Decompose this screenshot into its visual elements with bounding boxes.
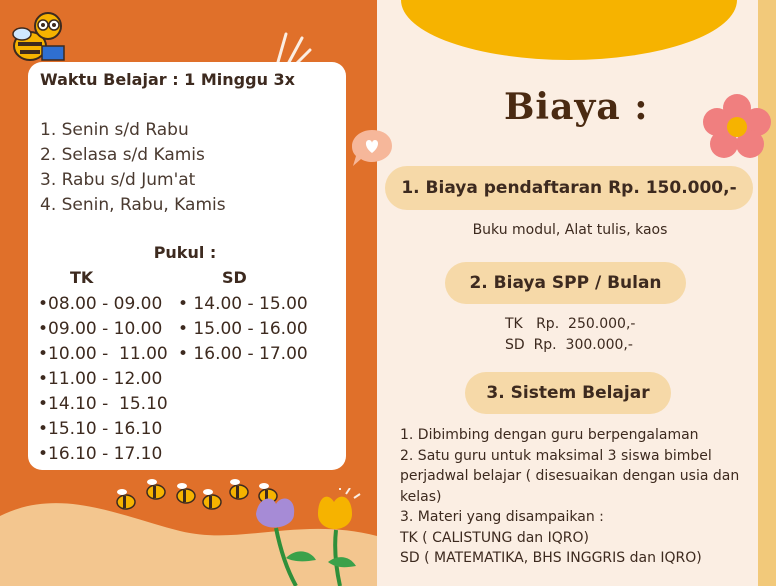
day-item: 1. Senin s/d Rabu [40,120,189,140]
time-label: Pukul : [153,243,217,262]
system-item: 3. Materi yang disampaikan : [400,509,604,525]
day-list [40,118,226,218]
registration-fee-pill [385,166,753,210]
spp-tk-price: TK Rp. 250.000,- [505,316,636,332]
tulips-icon [236,488,366,586]
spp-fee-label: 2. Biaya SPP / Bulan [469,273,662,293]
tk-time-list [38,292,168,467]
bee-mascot-icon [8,6,70,68]
sd-time-list [178,292,308,367]
spp-fee-pill [445,262,686,304]
registration-items: Buku modul, Alat tulis, kaos [472,222,668,238]
tk-column-heading: TK [70,268,94,287]
time-slot: •14.10 - 15.10 [38,394,168,414]
time-slot: • 14.00 - 15.00 [178,294,308,314]
learning-system-list [400,425,745,569]
day-item: 4. Senin, Rabu, Kamis [40,195,226,215]
fees-title: Biaya : [504,86,649,128]
time-slot: •09.00 - 10.00 [38,319,163,339]
sd-column-heading: SD [222,268,247,287]
system-item: SD ( MATEMATIKA, BHS INGGRIS dan IQRO) [400,550,702,566]
time-slot: • 15.00 - 16.00 [178,319,308,339]
time-slot: •08.00 - 09.00 [38,294,163,314]
heart-bubble-icon [350,128,394,170]
day-item: 2. Selasa s/d Kamis [40,145,205,165]
registration-fee-label: 1. Biaya pendaftaran Rp. 150.000,- [401,178,737,198]
learning-system-pill [465,372,671,414]
time-slot: •15.10 - 16.10 [38,419,163,439]
spp-sd-price: SD Rp. 300.000,- [505,337,633,353]
day-item: 3. Rabu s/d Jum'at [40,170,196,190]
system-item: 1. Dibimbing dengan guru berpengalaman [400,427,699,443]
flower-icon [702,94,772,160]
time-slot: •11.00 - 12.00 [38,369,163,389]
time-slot: •16.10 - 17.10 [38,444,163,464]
time-slot: • 16.00 - 17.00 [178,344,308,364]
schedule-title: Waktu Belajar : 1 Minggu 3x [40,70,295,89]
learning-system-label: 3. Sistem Belajar [486,383,650,403]
time-slot: •10.00 - 11.00 [38,344,168,364]
right-edge-strip [758,0,776,586]
system-item: 2. Satu guru untuk maksimal 3 siswa bimbel perjadwal belajar ( disesuaikan dengan usia dan kelas) [400,447,740,505]
system-item: TK ( CALISTUNG dan IQRO) [400,529,589,546]
